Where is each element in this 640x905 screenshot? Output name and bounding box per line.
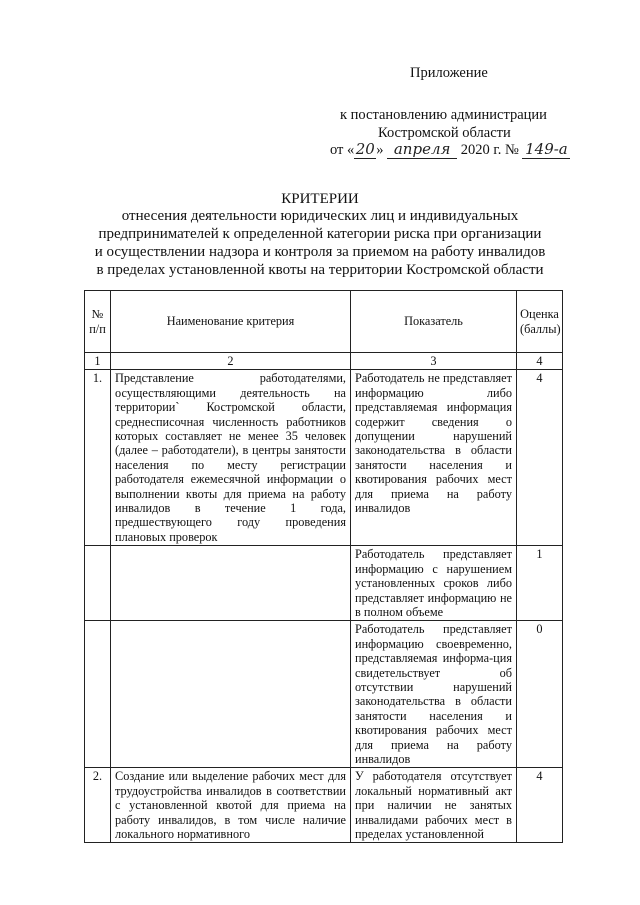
score-value: 0 xyxy=(517,621,563,768)
handwritten-day: 20 xyxy=(355,140,375,158)
header-indicator: Показатель xyxy=(351,291,517,353)
appendix-label: Приложение xyxy=(410,65,488,81)
date-number-line xyxy=(330,140,570,159)
score-value: 4 xyxy=(517,370,563,546)
header-name: Наименование критерия xyxy=(111,291,351,353)
date-prefix: от « xyxy=(330,142,355,158)
score-value: 4 xyxy=(517,768,563,843)
table-row xyxy=(85,370,563,546)
handwritten-month: апреля xyxy=(387,140,457,159)
subtitle-line-3: и осуществлении надзора и контроля за приемом на работу инвалидов xyxy=(94,244,546,260)
row-num xyxy=(85,546,111,621)
index-cell: 2 xyxy=(111,353,351,370)
criterion-name: Создание или выделение рабочих мест для трудоустройства инвалидов в соответствии с установленной квотой для приема на работу инвалидов, в том числе наличие локального нормативного xyxy=(111,768,351,843)
table-header-row xyxy=(85,291,563,353)
region-line: Костромской области xyxy=(378,125,511,141)
score-value: 1 xyxy=(517,546,563,621)
row-num: 1. xyxy=(85,370,111,546)
year-number-label: 2020 г. № xyxy=(460,142,519,158)
header-score: Оценка (баллы) xyxy=(517,291,563,353)
date-quote-close: » xyxy=(376,142,384,158)
header-num: № п/п xyxy=(85,291,111,353)
index-cell: 1 xyxy=(85,353,111,370)
table-row xyxy=(85,546,563,621)
column-index-row xyxy=(85,353,563,370)
criterion-name xyxy=(111,546,351,621)
index-cell: 3 xyxy=(351,353,517,370)
criteria-table xyxy=(84,290,563,843)
subtitle-line-4: в пределах установленной квоты на территории Костромской области xyxy=(96,262,544,278)
indicator-text: Работодатель представляет информацию своевременно, представляемая информа-ция свидетельствует об отсутствии нарушений законодательства в области занятости населения и квотирования рабочих мест для приема на работу инвалидов xyxy=(351,621,517,768)
row-num xyxy=(85,621,111,768)
row-num: 2. xyxy=(85,768,111,843)
index-cell: 4 xyxy=(517,353,563,370)
indicator-text: Работодатель не представляет информацию либо представляемая информация содержит сведения о допущении нарушений законодательства в области занятости населения и квотирования рабочих мест для приема на работу инвалидов xyxy=(351,370,517,546)
handwritten-number: 149-а xyxy=(522,140,570,159)
indicator-text: Работодатель представляет информацию с нарушением установленных сроков либо представляет информацию не в полном объеме xyxy=(351,546,517,621)
table-row xyxy=(85,768,563,843)
document-title: КРИТЕРИИ xyxy=(281,191,359,207)
indicator-text: У работодателя отсутствует локальный нормативный акт при наличии не занятых инвалидами рабочих мест в пределах установленной xyxy=(351,768,517,843)
subtitle-line-2: предпринимателей к определенной категории риска при организации xyxy=(98,226,542,242)
subtitle-line-1: отнесения деятельности юридических лиц и индивидуальных xyxy=(121,208,519,224)
resolution-line: к постановлению администрации xyxy=(340,107,547,123)
criterion-name: Представление работодателями, осуществляющими деятельность на территории` Костромской области, среднесписочная численность работников которых составляет не менее 35 человек (далее – работодатели), в центры занятости населения по месту регистрации работодателя ежемесячной информации о выполнении квоты для приема на работу инвалидов в течение 1 года, предшествующего году проведения плановых проверок xyxy=(111,370,351,546)
criterion-name xyxy=(111,621,351,768)
table-row xyxy=(85,621,563,768)
